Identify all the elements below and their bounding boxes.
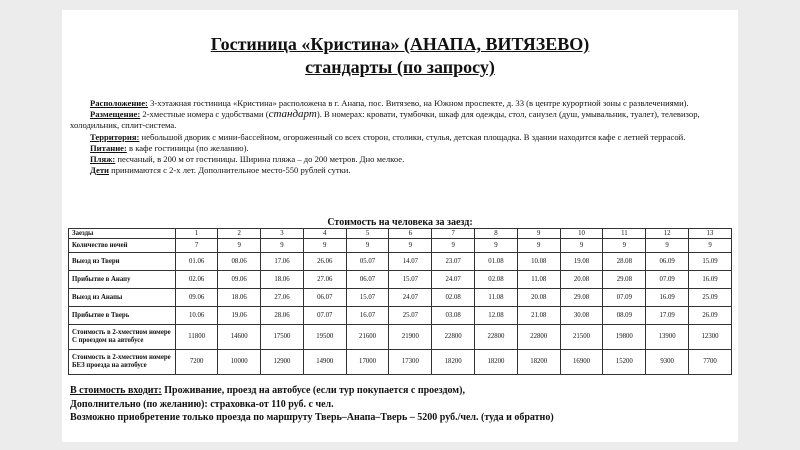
table-cell: 7 bbox=[176, 239, 218, 253]
table-cell: 25.09 bbox=[689, 289, 732, 307]
included-label: В стоимость входит: bbox=[70, 385, 162, 396]
table-cell: 06.07 bbox=[303, 289, 346, 307]
table-cell: 28.08 bbox=[603, 253, 646, 271]
table-cell: 26.06 bbox=[303, 253, 346, 271]
table-cell: 9 bbox=[346, 239, 389, 253]
table-cell: 10.08 bbox=[517, 253, 560, 271]
food-text: в кафе гостиницы (по желанию). bbox=[126, 142, 249, 153]
table-cell: 2 bbox=[218, 229, 261, 239]
table-cell: 9300 bbox=[646, 350, 689, 375]
beach-text: песчаный, в 200 м от гостиницы. Ширина пляжа – до 200 метров. Дно мелкое. bbox=[115, 154, 405, 165]
table-cell: 17.09 bbox=[646, 307, 689, 325]
territory-label: Территория: bbox=[90, 131, 140, 142]
table-cell: 22800 bbox=[517, 325, 560, 350]
table-cell: 27.06 bbox=[303, 271, 346, 289]
table-row bbox=[69, 325, 732, 350]
table-cell: 9 bbox=[261, 239, 304, 253]
table-cell: 07.09 bbox=[646, 271, 689, 289]
page-subtitle: стандарты (по запросу) bbox=[305, 57, 495, 77]
territory-paragraph bbox=[70, 132, 732, 143]
table-cell: 21600 bbox=[346, 325, 389, 350]
table-cell: 19.08 bbox=[560, 253, 603, 271]
row-label-cell: Стоимость в 2-хместном номере БЕЗ проезда на автобусе bbox=[69, 350, 176, 375]
table-row bbox=[69, 271, 732, 289]
kids-paragraph bbox=[70, 165, 732, 176]
table-cell: 19.06 bbox=[218, 307, 261, 325]
beach-label: Пляж: bbox=[90, 154, 116, 165]
table-cell: 9 bbox=[432, 239, 475, 253]
schedule-table bbox=[68, 228, 732, 375]
table-row bbox=[69, 239, 732, 253]
table-cell: 24.07 bbox=[432, 271, 475, 289]
travel-only-line: Возможно приобретение только проезда по маршруту Тверь–Анапа–Тверь – 5200 руб./чел. (туда и обратно) bbox=[70, 412, 554, 423]
row-label-cell: Стоимость в 2-хместном номере С проездом на автобусе bbox=[69, 325, 176, 350]
table-row bbox=[69, 253, 732, 271]
cost-heading: Стоимость на человека за заезд: bbox=[327, 217, 473, 228]
placement-text-a: 2-хместные номера с удобствами ( bbox=[140, 109, 269, 120]
table-cell: 15.07 bbox=[346, 289, 389, 307]
table-row bbox=[69, 307, 732, 325]
table-cell: 15200 bbox=[603, 350, 646, 375]
table-header-row bbox=[69, 229, 732, 239]
beach-paragraph bbox=[70, 154, 732, 165]
table-cell: 10000 bbox=[218, 350, 261, 375]
table-cell: 21500 bbox=[560, 325, 603, 350]
table-cell: 12300 bbox=[689, 325, 732, 350]
table-cell: 06.07 bbox=[346, 271, 389, 289]
table-cell: 18200 bbox=[432, 350, 475, 375]
table-cell: 20.08 bbox=[517, 289, 560, 307]
table-cell: 6 bbox=[389, 229, 432, 239]
location-paragraph bbox=[70, 98, 732, 109]
table-cell: 27.06 bbox=[261, 289, 304, 307]
hotel-info bbox=[70, 98, 732, 176]
placement-label: Размещение: bbox=[90, 109, 141, 120]
table-cell: 18.06 bbox=[218, 289, 261, 307]
table-cell: 01.08 bbox=[475, 253, 518, 271]
table-cell: 18.06 bbox=[261, 271, 304, 289]
table-cell: 10 bbox=[560, 229, 603, 239]
table-row bbox=[69, 289, 732, 307]
table-cell: 9 bbox=[475, 239, 518, 253]
row-label-cell: Выезд из Анапы bbox=[69, 289, 176, 307]
table-cell: 22800 bbox=[475, 325, 518, 350]
table-cell: 1 bbox=[176, 229, 218, 239]
table-cell: 9 bbox=[646, 239, 689, 253]
table-cell: 28.06 bbox=[261, 307, 304, 325]
included-text: Проживание, проезд на автобусе (если тур покупается с проездом), bbox=[161, 385, 465, 396]
table-cell: 9 bbox=[303, 239, 346, 253]
table-cell: 17500 bbox=[261, 325, 304, 350]
table-cell: 10.06 bbox=[176, 307, 218, 325]
row-label-cell: Количество ночей bbox=[69, 239, 176, 253]
table-cell: 14.07 bbox=[389, 253, 432, 271]
table-cell: 3 bbox=[261, 229, 304, 239]
location-label: Расположение: bbox=[90, 98, 148, 108]
table-cell: 9 bbox=[689, 239, 732, 253]
table-cell: 9 bbox=[517, 229, 560, 239]
table-row bbox=[69, 350, 732, 375]
table-cell: 21900 bbox=[389, 325, 432, 350]
table-cell: 21.08 bbox=[517, 307, 560, 325]
table-cell: 30.08 bbox=[560, 307, 603, 325]
table-cell: 11.08 bbox=[517, 271, 560, 289]
table-cell: 14900 bbox=[303, 350, 346, 375]
table-cell: 09.06 bbox=[218, 271, 261, 289]
table-cell: 26.09 bbox=[689, 307, 732, 325]
table-cell: 06.09 bbox=[646, 253, 689, 271]
table-cell: 01.06 bbox=[176, 253, 218, 271]
table-cell: 11.08 bbox=[475, 289, 518, 307]
territory-text: небольшой дворик с мини-бассейном, огороженный со всех сторон, столики, стулья, детская площадка. В здании находится кафе с летней террасой. bbox=[139, 131, 686, 142]
table-cell: 02.08 bbox=[475, 271, 518, 289]
kids-text: принимаются с 2-х лет. Дополнительное место-550 рублей сутки. bbox=[109, 165, 351, 176]
food-paragraph bbox=[70, 143, 732, 154]
table-cell: 7700 bbox=[689, 350, 732, 375]
table-cell: 19500 bbox=[303, 325, 346, 350]
table-cell: 9 bbox=[560, 239, 603, 253]
row-label-cell: Заезды bbox=[69, 229, 176, 239]
footer-notes bbox=[70, 384, 732, 425]
table-cell: 11 bbox=[603, 229, 646, 239]
table-cell: 16.09 bbox=[689, 271, 732, 289]
table-cell: 25.07 bbox=[389, 307, 432, 325]
row-label-cell: Прибытие в Тверь bbox=[69, 307, 176, 325]
table-cell: 9 bbox=[218, 239, 261, 253]
placement-text-b: ). В номерах: кровати, тумбочки, шкаф для одежды, стол, санузел (душ, умывальник, туалет), телевизор, холодильник, сплит-система. bbox=[70, 109, 700, 131]
table-cell: 12.08 bbox=[475, 307, 518, 325]
table-cell: 29.08 bbox=[560, 289, 603, 307]
table-cell: 22800 bbox=[432, 325, 475, 350]
table-cell: 12 bbox=[646, 229, 689, 239]
table-cell: 08.09 bbox=[603, 307, 646, 325]
table-cell: 07.09 bbox=[603, 289, 646, 307]
table-cell: 14600 bbox=[218, 325, 261, 350]
table-cell: 9 bbox=[517, 239, 560, 253]
table-cell: 16.09 bbox=[646, 289, 689, 307]
location-text: 3-хэтажная гостиница «Кристина» расположена в г. Анапа, пос. Витязево, на Южном проспекте, д. 33 (в центре курортной зоны с развлечениями). bbox=[147, 98, 689, 108]
table-cell: 02.06 bbox=[176, 271, 218, 289]
table-cell: 17000 bbox=[346, 350, 389, 375]
table-cell: 5 bbox=[346, 229, 389, 239]
placement-standard: стандарт bbox=[268, 108, 317, 121]
extra-line: Дополнительно (по желанию): страховка-от 110 руб. с чел. bbox=[70, 398, 334, 410]
table-cell: 15.09 bbox=[689, 253, 732, 271]
table-cell: 9 bbox=[603, 239, 646, 253]
table-cell: 03.08 bbox=[432, 307, 475, 325]
row-label-cell: Выезд из Твери bbox=[69, 253, 176, 271]
table-cell: 19800 bbox=[603, 325, 646, 350]
table-cell: 05.07 bbox=[346, 253, 389, 271]
table-cell: 09.06 bbox=[176, 289, 218, 307]
included-line bbox=[70, 384, 732, 398]
table-cell: 7 bbox=[432, 229, 475, 239]
table-cell: 20.08 bbox=[560, 271, 603, 289]
table-cell: 18200 bbox=[517, 350, 560, 375]
table-cell: 16900 bbox=[560, 350, 603, 375]
table-cell: 08.06 bbox=[218, 253, 261, 271]
table-cell: 16.07 bbox=[346, 307, 389, 325]
food-label: Питание: bbox=[90, 142, 127, 153]
table-cell: 7200 bbox=[176, 350, 218, 375]
table-cell: 9 bbox=[389, 239, 432, 253]
table-cell: 15.07 bbox=[389, 271, 432, 289]
table-cell: 4 bbox=[303, 229, 346, 239]
kids-label: Дети bbox=[90, 165, 110, 176]
table-cell: 07.07 bbox=[303, 307, 346, 325]
table-cell: 11800 bbox=[176, 325, 218, 350]
table-cell: 24.07 bbox=[389, 289, 432, 307]
row-label-cell: Прибытие в Анапу bbox=[69, 271, 176, 289]
page-title: Гостиница «Кристина» (АНАПА, ВИТЯЗЕВО) bbox=[210, 34, 590, 54]
table-cell: 17300 bbox=[389, 350, 432, 375]
table-cell: 18200 bbox=[475, 350, 518, 375]
table-cell: 13900 bbox=[646, 325, 689, 350]
table-cell: 02.08 bbox=[432, 289, 475, 307]
table-cell: 8 bbox=[475, 229, 518, 239]
table-cell: 17.06 bbox=[261, 253, 304, 271]
table-cell: 12900 bbox=[261, 350, 304, 375]
table-cell: 29.08 bbox=[603, 271, 646, 289]
placement-paragraph bbox=[70, 109, 732, 131]
document-page bbox=[62, 10, 738, 442]
table-cell: 23.07 bbox=[432, 253, 475, 271]
table-cell: 13 bbox=[689, 229, 732, 239]
